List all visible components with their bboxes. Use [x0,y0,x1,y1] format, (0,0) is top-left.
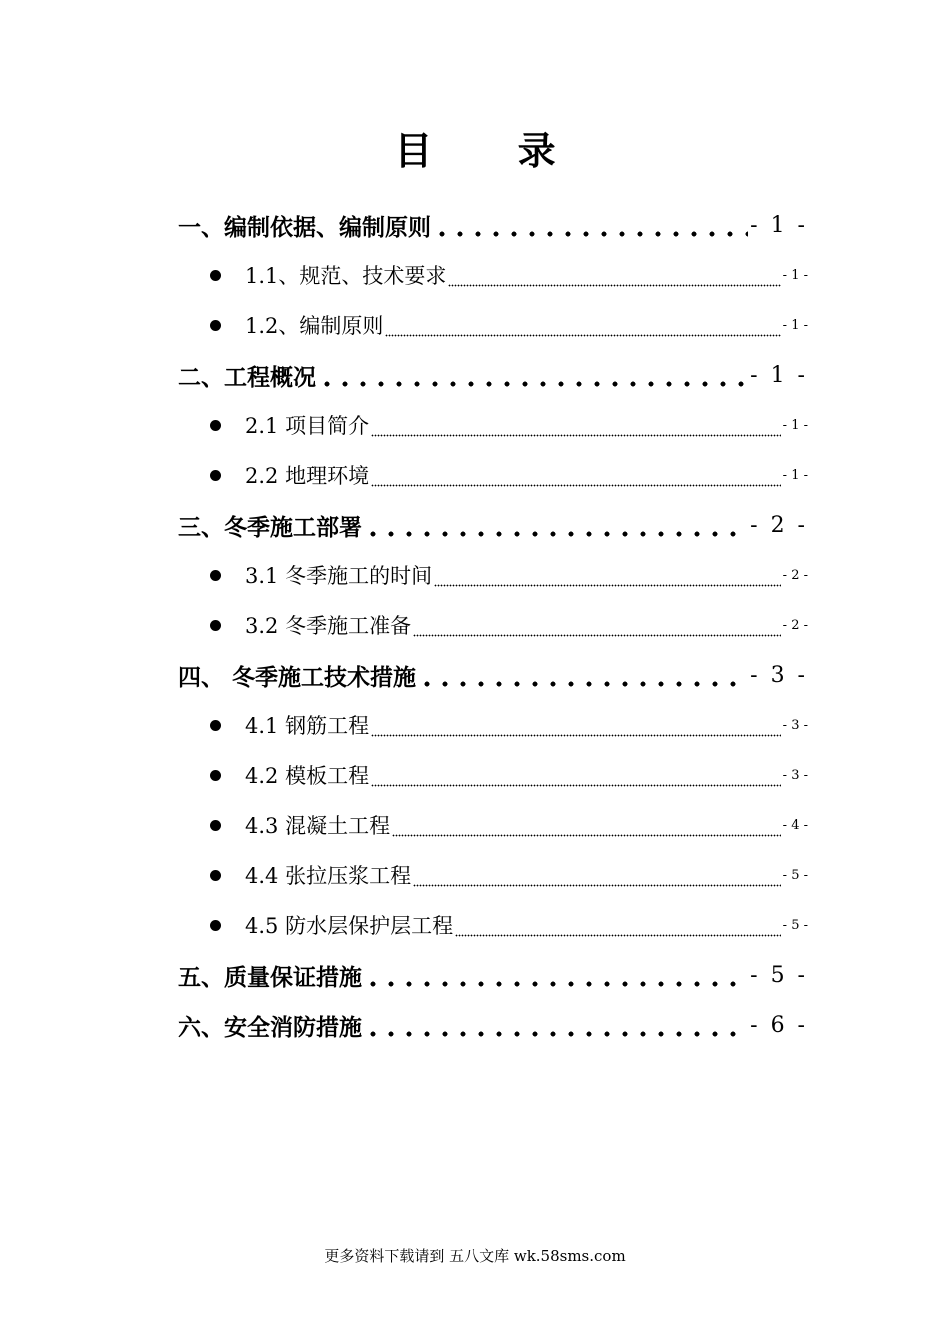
toc-page-number: - 5 - [782,867,808,883]
bullet-icon [210,570,221,581]
dot-leader [371,477,781,487]
toc-section-entry[interactable] [178,250,808,300]
toc-page-number: - 2 - [782,567,808,583]
toc-entry-title: 4.1 钢筋工程 [245,714,370,738]
toc-entry-title: 4.3 混凝土工程 [245,814,391,838]
dot-leader [371,427,781,437]
toc-page-number: - 1 - [750,362,808,388]
toc-chapter-entry[interactable] [178,350,808,400]
toc-page-number: - 2 - [782,617,808,633]
toc-page-number: - 3 - [782,717,808,733]
toc-page-number: - 1 - [782,417,808,433]
toc-chapter-entry[interactable] [178,200,808,250]
dot-leader [433,217,748,237]
toc-entry-title: 一、编制依据、编制原则 [178,213,431,241]
dot-leader [385,327,780,337]
toc-section-entry[interactable] [178,300,808,350]
toc-section-entry[interactable] [178,600,808,650]
toc-page-number: - 1 - [782,317,808,333]
toc-entry-title: 六、安全消防措施 [178,1013,362,1041]
toc-entry-title: 二、工程概况 [178,363,316,391]
toc-chapter-entry[interactable] [178,1000,808,1050]
toc-section-entry[interactable] [178,550,808,600]
page-title: 目 录 [394,128,592,173]
toc-entry-title: 4.2 模板工程 [245,764,370,788]
dot-leader [448,277,780,287]
bullet-icon [210,320,221,331]
dot-leader [318,367,748,387]
toc-entry-title: 五、质量保证措施 [178,963,362,991]
bullet-icon [210,870,221,881]
footer-note: 更多资料下载请到 五八文库 wk.58sms.com [324,1247,626,1265]
toc-entry-title: 2.1 项目简介 [245,414,370,438]
dot-leader [371,777,781,787]
toc-entry-title: 1.2、编制原则 [245,314,384,338]
toc-page-number: - 3 - [782,767,808,783]
toc-section-entry[interactable] [178,450,808,500]
dot-leader [418,667,748,687]
toc-entry-title: 2.2 地理环境 [245,464,370,488]
bullet-icon [210,820,221,831]
toc-page-number: - 5 - [782,917,808,933]
toc-entry-title: 四、 冬季施工技术措施 [178,663,417,691]
dot-leader [364,967,748,987]
bullet-icon [210,620,221,631]
toc-section-entry[interactable] [178,850,808,900]
bullet-icon [210,470,221,481]
toc-section-entry[interactable] [178,800,808,850]
dot-leader [455,927,781,937]
toc-entry-title: 三、冬季施工部署 [178,513,362,541]
toc-page-number: - 2 - [750,512,808,538]
dot-leader [364,517,748,537]
toc-entry-title: 4.4 张拉压浆工程 [245,864,412,888]
toc-entry-title: 3.2 冬季施工准备 [245,614,412,638]
toc-entry-title: 1.1、规范、技术要求 [245,264,447,288]
toc-chapter-entry[interactable] [178,500,808,550]
toc-page-number: - 6 - [750,1012,808,1038]
bullet-icon [210,770,221,781]
toc-section-entry[interactable] [178,400,808,450]
table-of-contents [178,200,808,1050]
toc-section-entry[interactable] [178,700,808,750]
dot-leader [364,1017,748,1037]
dot-leader [392,827,781,837]
toc-page-number: - 4 - [782,817,808,833]
toc-chapter-entry[interactable] [178,950,808,1000]
dot-leader [434,577,781,587]
bullet-icon [210,270,221,281]
toc-chapter-entry[interactable] [178,650,808,700]
toc-page-number: - 3 - [750,662,808,688]
dot-leader [413,877,781,887]
toc-page-number: - 5 - [750,962,808,988]
dot-leader [413,627,781,637]
toc-entry-title: 3.1 冬季施工的时间 [245,564,433,588]
bullet-icon [210,920,221,931]
bullet-icon [210,720,221,731]
toc-section-entry[interactable] [178,750,808,800]
dot-leader [371,727,781,737]
toc-page-number: - 1 - [782,267,808,283]
toc-entry-title: 4.5 防水层保护层工程 [245,914,454,938]
bullet-icon [210,420,221,431]
toc-section-entry[interactable] [178,900,808,950]
toc-page-number: - 1 - [782,467,808,483]
toc-page-number: - 1 - [750,212,808,238]
